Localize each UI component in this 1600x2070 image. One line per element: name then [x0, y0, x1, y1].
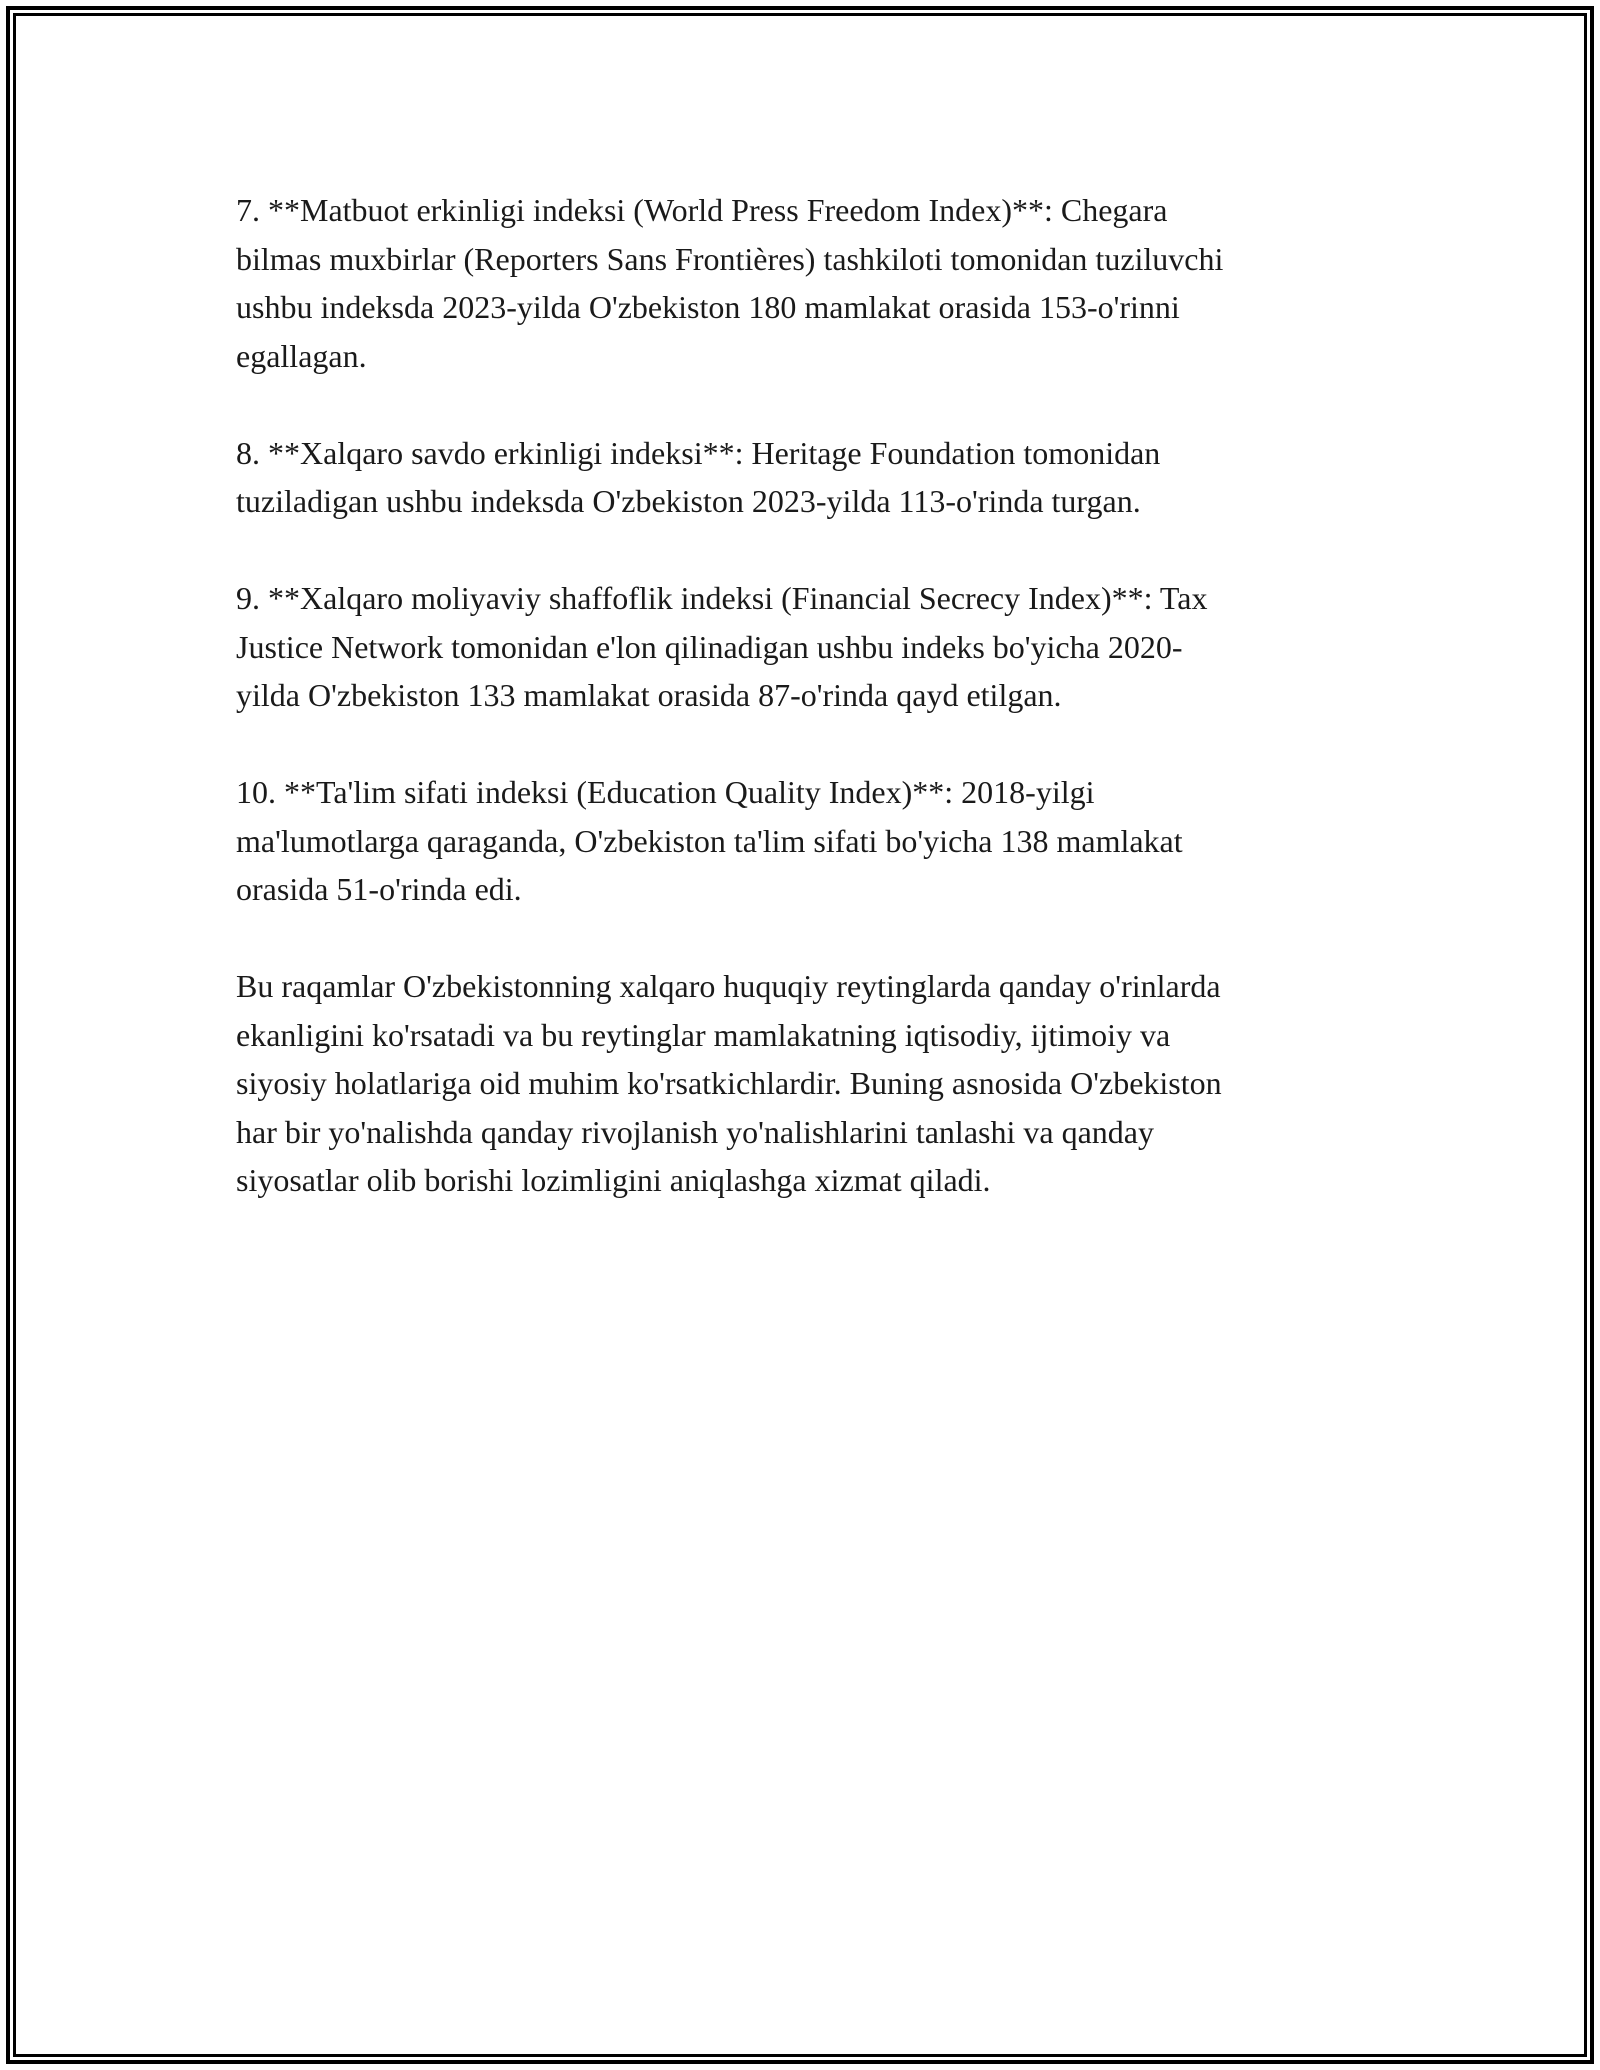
text-line: siyosatlar olib borishi lozimligini aniqlashga xizmat qiladi. — [236, 1162, 991, 1198]
text-line: tuziladigan ushbu indeksda O'zbekiston 2023-yilda 113-o'rinda turgan. — [236, 483, 1141, 519]
text-line: 9. **Xalqaro moliyaviy shaffoflik indeksi (Financial Secrecy Index)**: Tax — [236, 580, 1208, 616]
text-line: ekanligini ko'rsatadi va bu reytinglar mamlakatning iqtisodiy, ijtimoiy va — [236, 1016, 1171, 1053]
paragraph-item-10 — [236, 768, 1376, 914]
paragraph-item-9 — [236, 574, 1376, 720]
text-line: bilmas muxbirlar (Reporters Sans Frontières) tashkiloti tomonidan tuziluvchi — [236, 240, 1224, 277]
text-line: Justice Network tomonidan e'lon qilinadigan ushbu indeks bo'yicha 2020- — [236, 628, 1183, 665]
text-line: 7. **Matbuot erkinligi indeksi (World Press Freedom Index)**: Chegara — [236, 192, 1168, 228]
paragraph-conclusion — [236, 962, 1376, 1205]
paragraph-item-7 — [236, 186, 1376, 380]
text-line: har bir yo'nalishda qanday rivojlanish yo'nalishlarini tanlashi va qanday — [236, 1113, 1154, 1150]
document-body — [236, 186, 1376, 1205]
text-line: egallagan. — [236, 337, 367, 374]
paragraph-item-8 — [236, 429, 1376, 526]
text-line: siyosiy holatlariga oid muhim ko'rsatkichlardir. Buning asnosida O'zbekiston — [236, 1065, 1222, 1101]
text-line: orasida 51-o'rinda edi. — [236, 871, 522, 907]
text-line: yilda O'zbekiston 133 mamlakat orasida 87-o'rinda qayd etilgan. — [236, 677, 1062, 713]
text-line: 10. **Ta'lim sifati indeksi (Education Quality Index)**: 2018-yilgi — [236, 774, 1095, 810]
text-line: ma'lumotlarga qaraganda, O'zbekiston ta'lim sifati bo'yicha 138 mamlakat — [236, 822, 1183, 859]
text-line: Bu raqamlar O'zbekistonning xalqaro huquqiy reytinglarda qanday o'rinlarda — [236, 968, 1221, 1004]
text-line: 8. **Xalqaro savdo erkinligi indeksi**: Heritage Foundation tomonidan — [236, 434, 1161, 471]
text-line: ushbu indeksda 2023-yilda O'zbekiston 180 mamlakat orasida 153-o'rinni — [236, 289, 1180, 325]
